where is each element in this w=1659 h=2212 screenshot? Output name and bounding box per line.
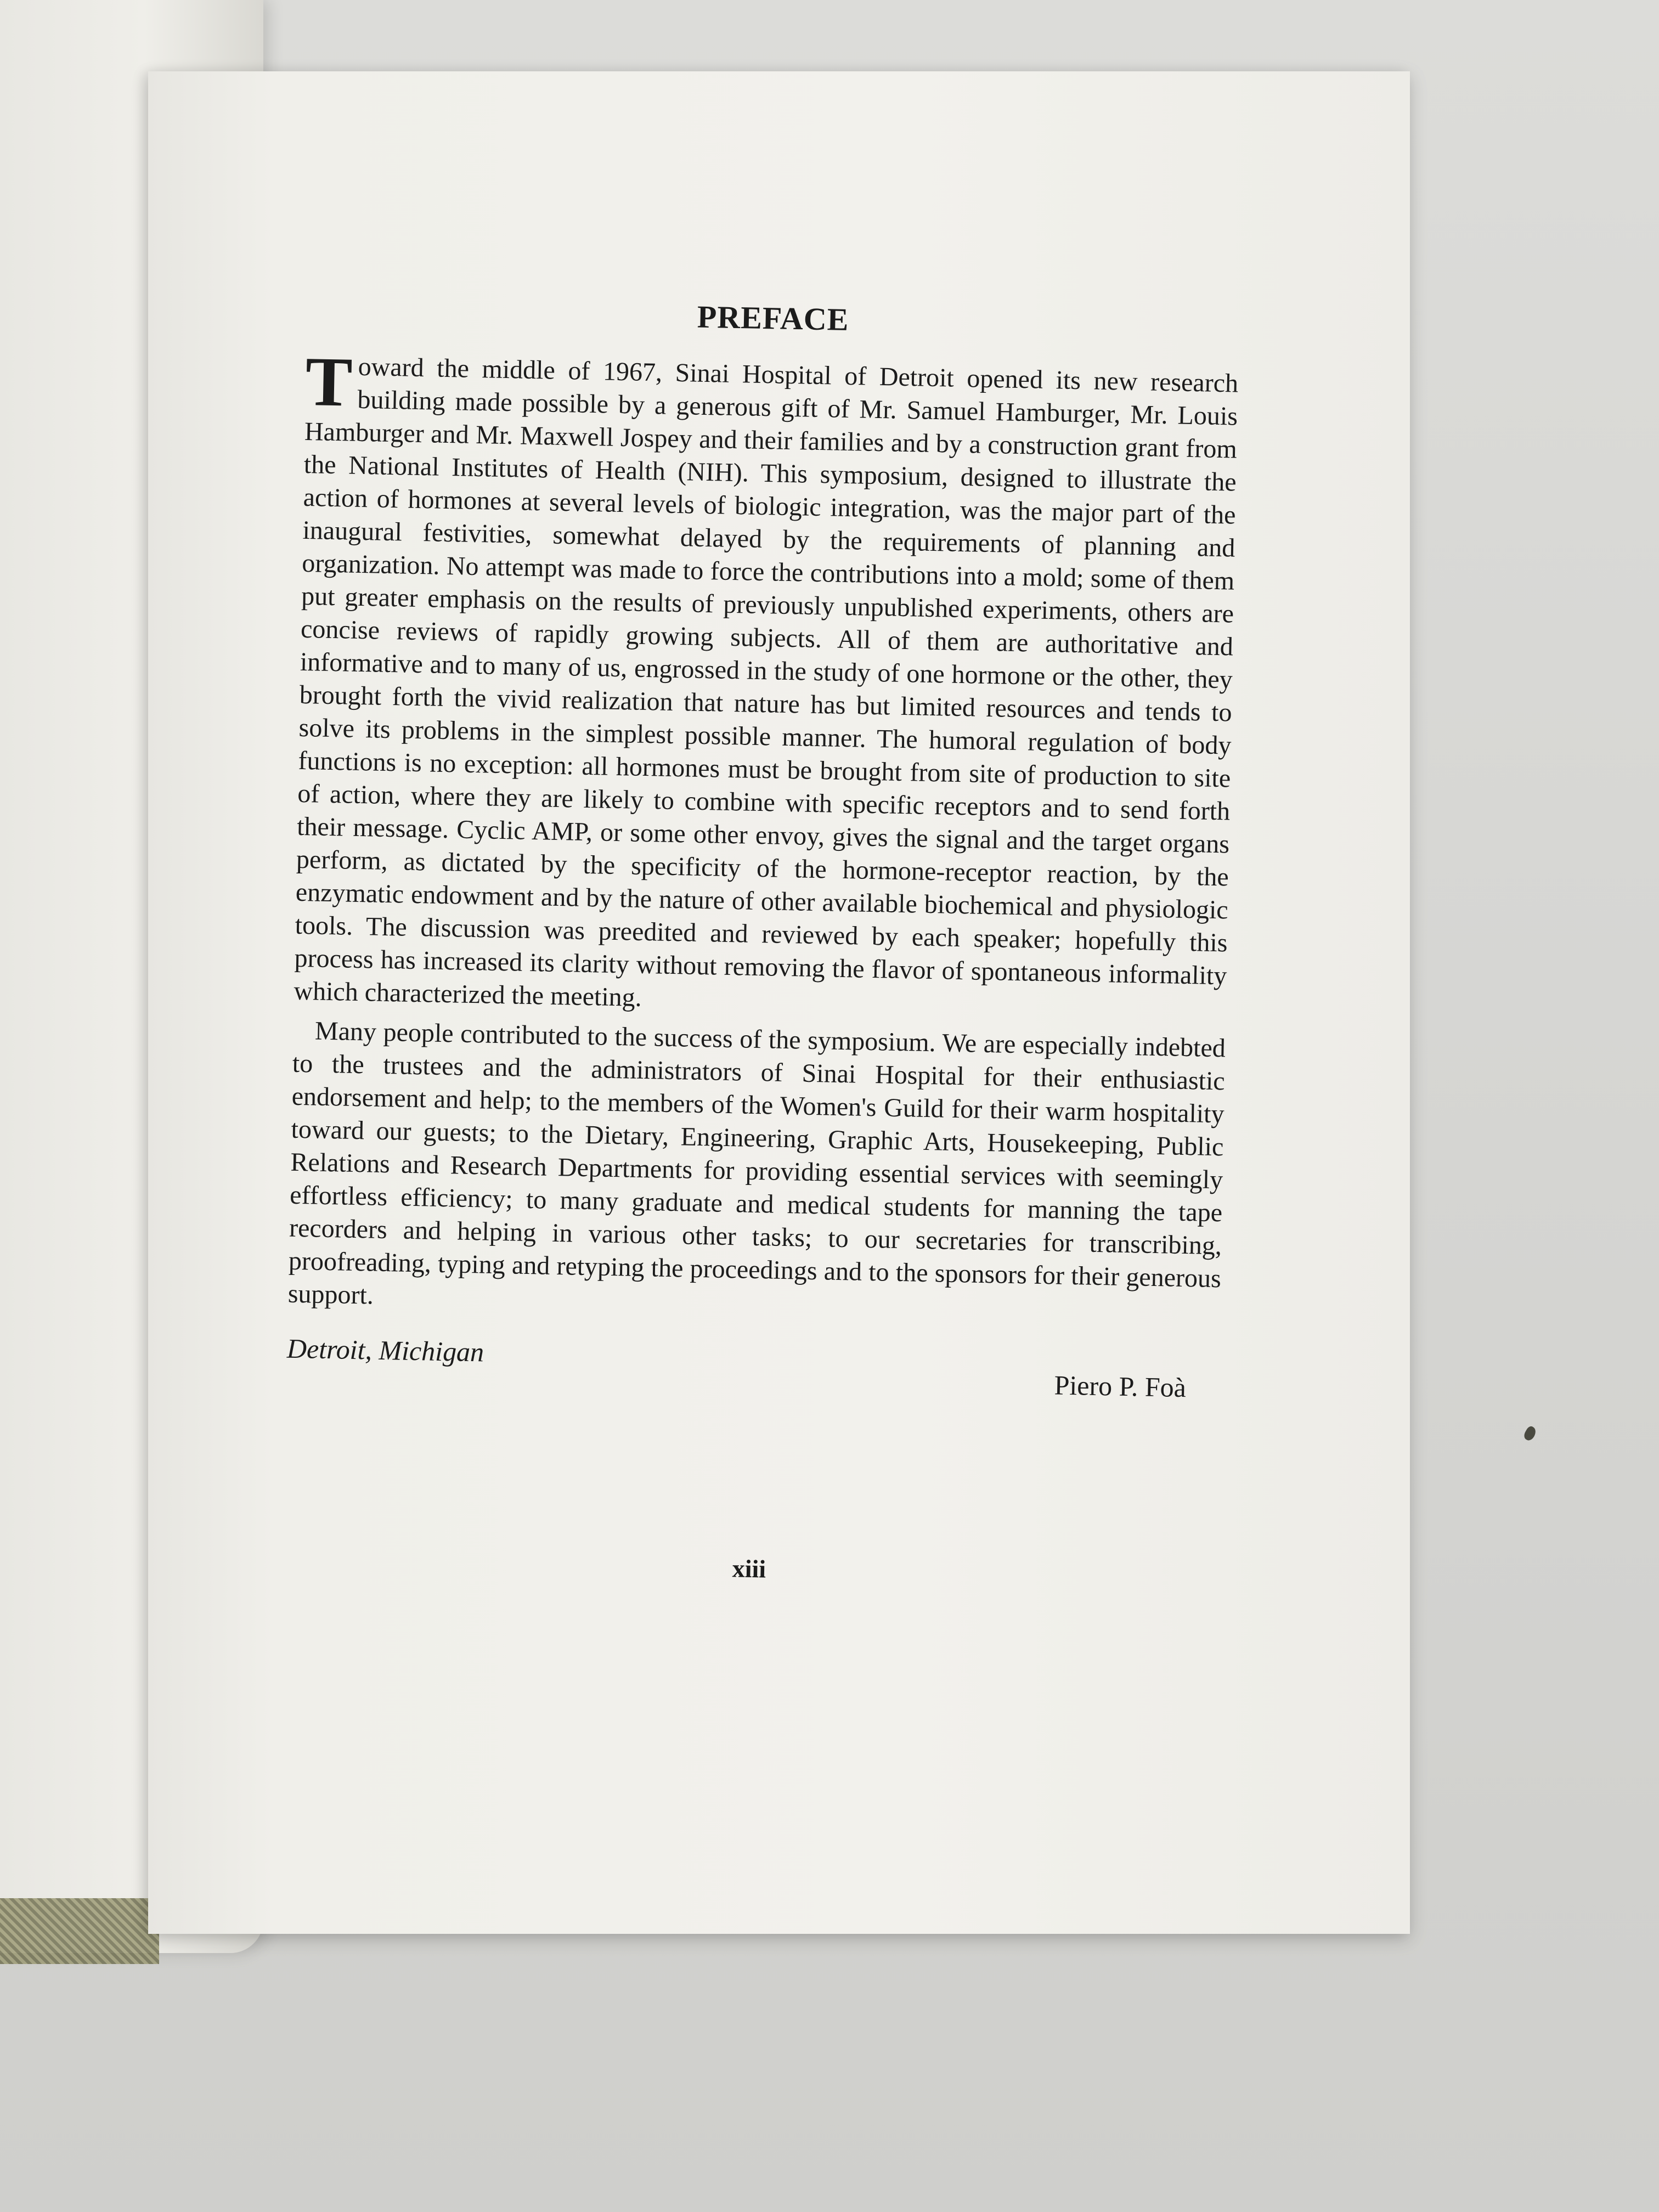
paragraph-1-text: oward the middle of 1967, Sinai Hospital of Detroit opened its new research building made possible by a generous gift of Mr. Samuel Hamburger, Mr. Louis Hamburger and Mr. Maxwell Jospey and their families and by a construction grant from the National Institutes of Health (NIH). This symposium, designed to illustrate the action of hormones at several levels of biologic integration, was the major part of the inaugural festivities, somewhat delayed by the requirements of planning and organization. No attempt was made to force the contributions into a mold; some of them put greater emphasis on the results of previously unpublished experiments, others are concise reviews of rapidly growing subjects. All of them are authoritative and informative and to many of us, engrossed in the study of one hormone or the other, they brought forth the vivid realization that nature has but limited resources and tends to solve its problems in the simplest possible manner. The humoral regulation of body functions is no exception: all hormones must be brought from site of production to site of action, where they are likely to combine with specific receptors and to send forth their message. Cyclic AMP, or some other envoy, gives the signal and the target organs perform, as dictated by the specificity of the hormone-receptor reaction, by the enzymatic endowment and by the nature of other available biochemical and physiologic tools. The discussion was preedited and reviewed by each speaker; hopefully this process has increased its clarity without removing the flavor of spontaneous informality which characterized the meeting. <box>293 352 1239 1012</box>
drop-cap: T <box>304 342 353 421</box>
author-signature: Piero P. Foà <box>1054 1369 1187 1403</box>
paragraph-1 <box>293 342 1239 1025</box>
place-line: Detroit, Michigan <box>286 1333 484 1368</box>
book-binding <box>0 1898 159 1964</box>
page-text-block <box>283 291 1240 1592</box>
book-page <box>148 71 1410 1934</box>
page-title: PREFACE <box>697 298 850 337</box>
paragraph-2: Many people contributed to the success of the symposium. We are especially indebted to the trustees and the administrators of Sinai Hospital for their enthusiastic endorsement and help; to the members of the Women's Guild for their warm hospitality toward our guests; to the Dietary, Engineering, Graphic Arts, Housekeeping, Public Relations and Research Departments for providing essential services with seemingly effortless efficiency; to many graduate and medical students for manning the tape recorders and helping in various other tasks; to our secretaries for transcribing, proofreading, typing and retyping the proceedings and to the sponsors for their generous support. <box>287 1016 1226 1310</box>
page-number: xiii <box>732 1554 766 1583</box>
signature-row <box>286 1333 1220 1404</box>
debris-speck <box>1522 1425 1538 1442</box>
